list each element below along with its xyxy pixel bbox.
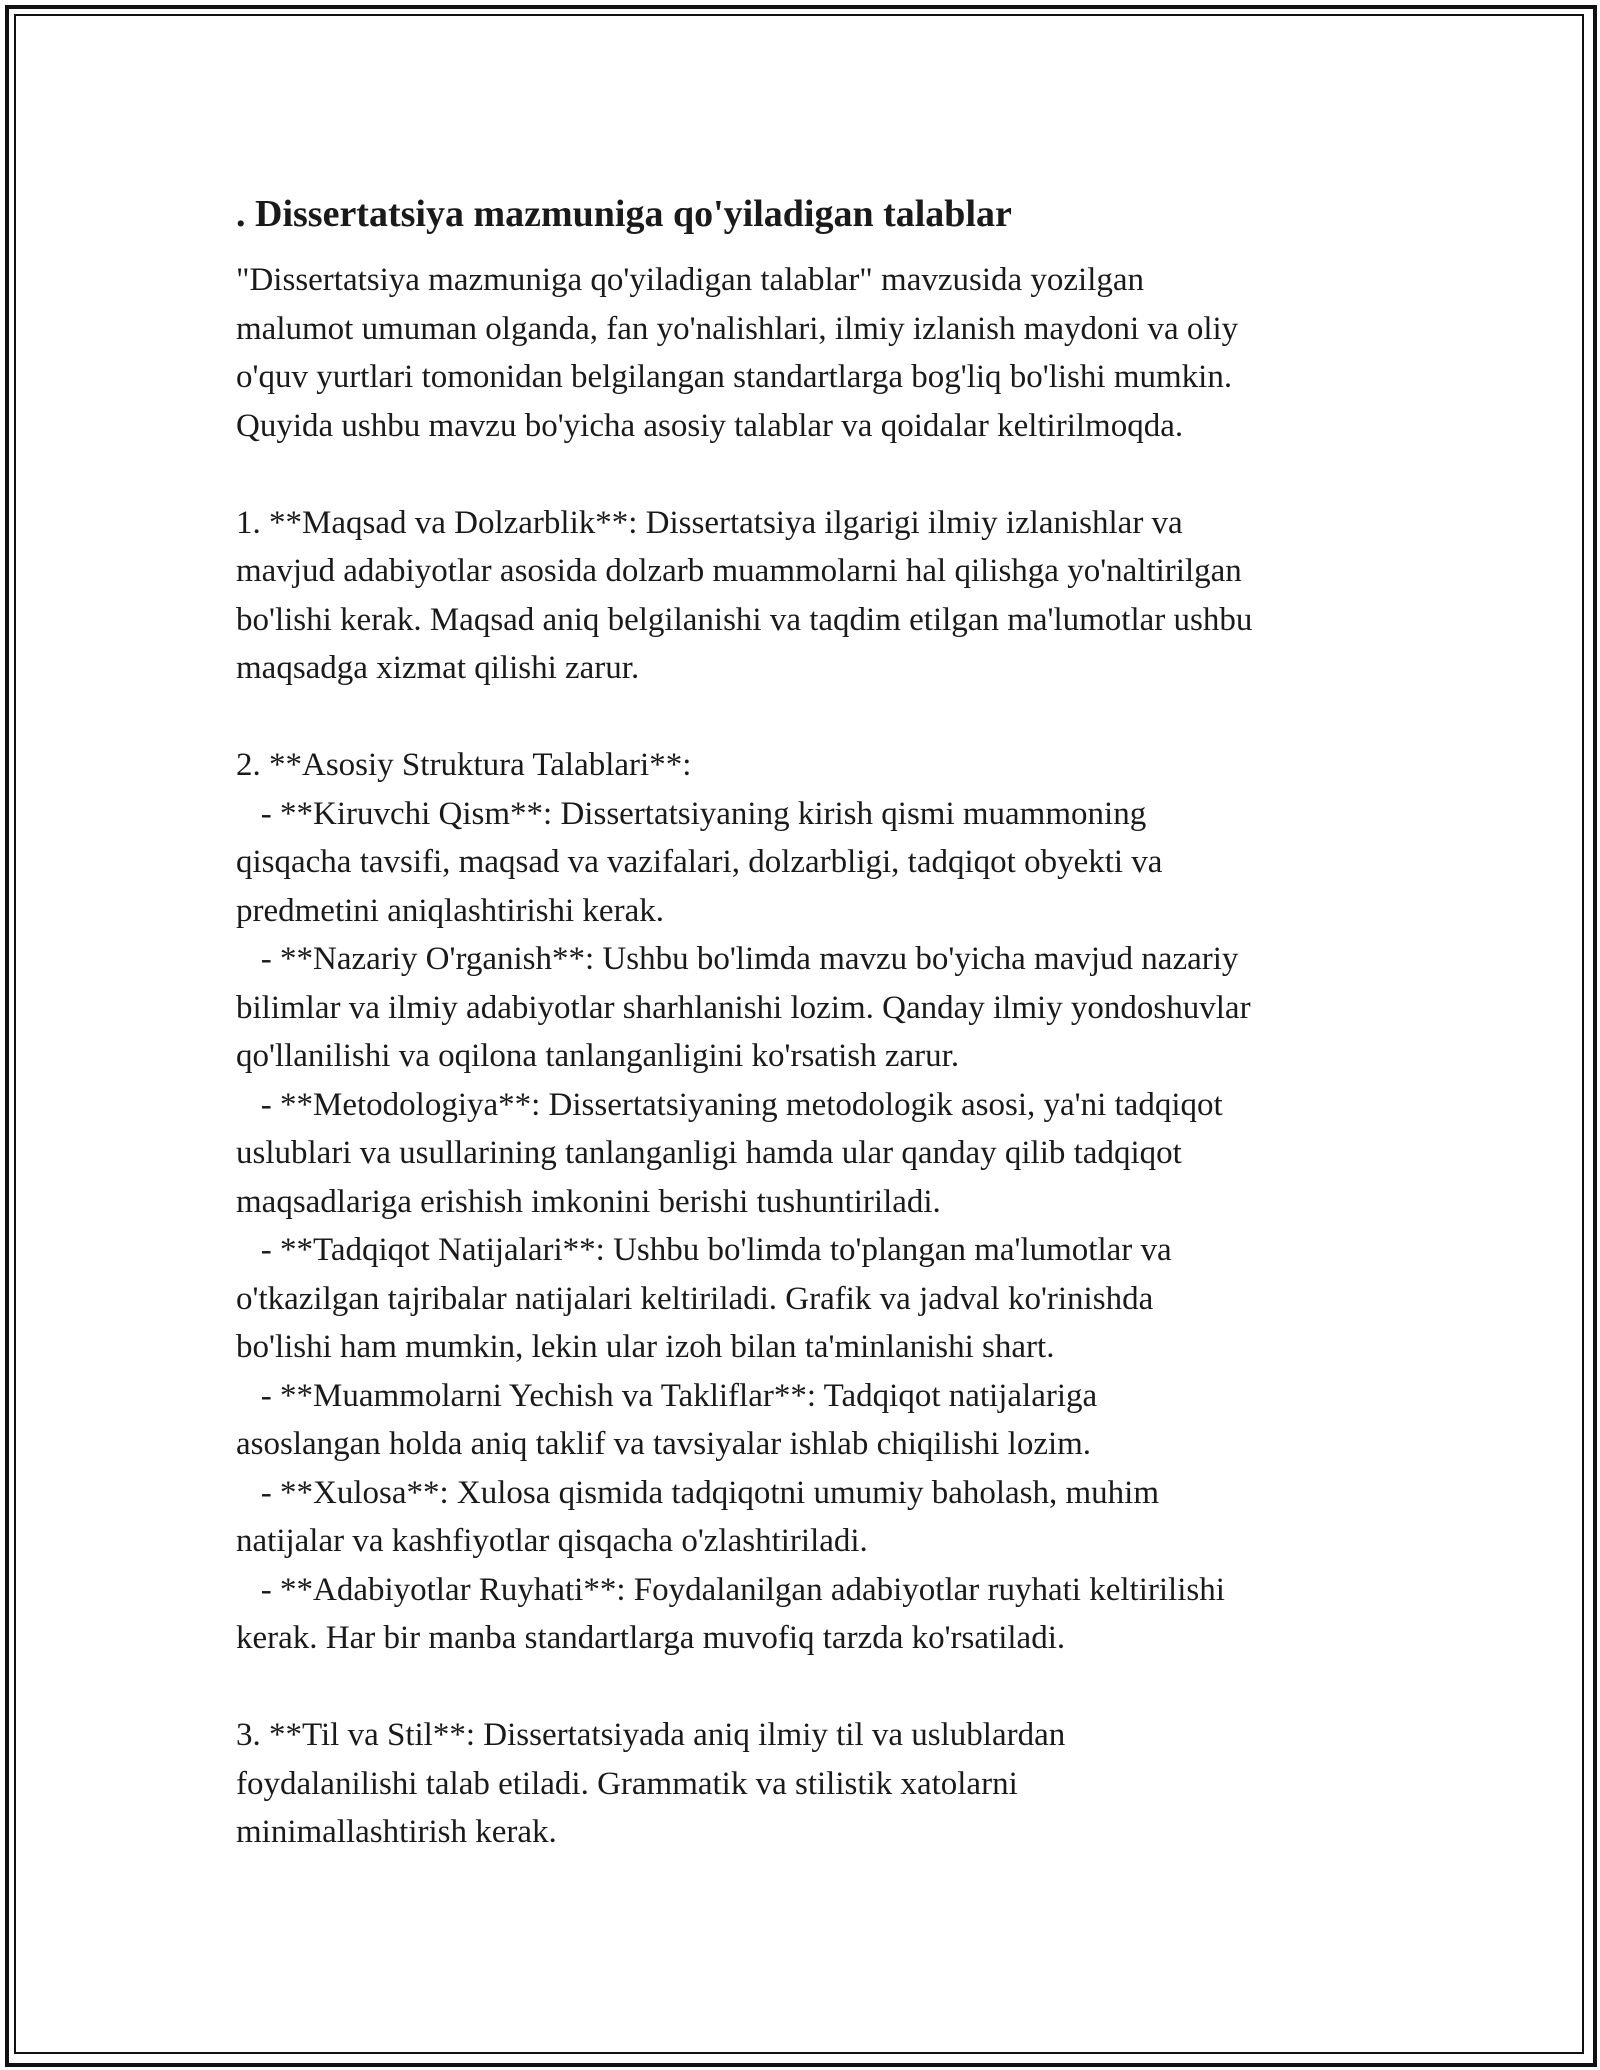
text-line: - **Tadqiqot Natijalari**: Ushbu bo'limda to'plangan ma'lumotlar va bbox=[236, 1232, 1172, 1268]
text-line: foydalanilishi talab etiladi. Grammatik va stilistik xatolarni bbox=[236, 1765, 1018, 1802]
text-line: 3. **Til va Stil**: Dissertatsiyada aniq ilmiy til va uslublardan bbox=[236, 1717, 1066, 1753]
paragraph-gap bbox=[236, 693, 1376, 742]
text-line: natijalar va kashfiyotlar qisqacha o'zlashtiriladi. bbox=[236, 1523, 868, 1559]
text-line: o'quv yurtlari tomonidan belgilangan standartlarga bog'liq bo'lishi mumkin. bbox=[236, 359, 1233, 395]
text-line: - **Xulosa**: Xulosa qismida tadqiqotni umumiy baholash, muhim bbox=[236, 1474, 1160, 1511]
text-line: - **Adabiyotlar Ruyhati**: Foydalanilgan adabiyotlar ruyhati keltirilishi bbox=[236, 1571, 1225, 1608]
text-line: - **Metodologiya**: Dissertatsiyaning metodologik asosi, ya'ni tadqiqot bbox=[236, 1086, 1223, 1123]
text-line: minimallashtirish kerak. bbox=[236, 1814, 557, 1850]
text-line: o'tkazilgan tajribalar natijalari keltiriladi. Grafik va jadval ko'rinishda bbox=[236, 1280, 1154, 1317]
text-line: - **Nazariy O'rganish**: Ushbu bo'limda mavzu bo'yicha mavjud nazariy bbox=[236, 941, 1239, 977]
paragraph-gap bbox=[236, 1663, 1376, 1712]
text-line: - **Kiruvchi Qism**: Dissertatsiyaning kirish qismi muammoning bbox=[236, 795, 1147, 832]
text-line: maqsadga xizmat qilishi zarur. bbox=[236, 650, 640, 686]
section-3-paragraph bbox=[236, 1711, 1376, 1857]
text-line: bo'lishi kerak. Maqsad aniq belgilanishi va taqdim etilgan ma'lumotlar ushbu bbox=[236, 601, 1253, 638]
text-line: asoslangan holda aniq taklif va tavsiyalar ishlab chiqilishi lozim. bbox=[236, 1426, 1092, 1462]
text-line: mavjud adabiyotlar asosida dolzarb muammolarni hal qilishga yo'naltirilgan bbox=[236, 553, 1242, 589]
text-line: 1. **Maqsad va Dolzarblik**: Dissertatsiya ilgarigi ilmiy izlanishlar va bbox=[236, 504, 1183, 541]
section-1-paragraph bbox=[236, 499, 1376, 693]
intro-paragraph bbox=[236, 256, 1376, 450]
text-line: qo'llanilishi va oqilona tanlanganligini ko'rsatish zarur. bbox=[236, 1038, 960, 1074]
text-line: uslublari va usullarining tanlanganligi hamda ular qanday qilib tadqiqot bbox=[236, 1135, 1182, 1171]
paragraph-gap bbox=[236, 450, 1376, 499]
text-line: kerak. Har bir manba standartlarga muvofiq tarzda ko'rsatiladi. bbox=[236, 1620, 1066, 1656]
text-line: 2. **Asosiy Struktura Talablari**: bbox=[236, 747, 692, 783]
text-line: predmetini aniqlashtirishi kerak. bbox=[236, 892, 664, 929]
section-2-paragraph bbox=[236, 741, 1376, 1663]
document-body bbox=[236, 188, 1376, 1857]
text-line: malumot umuman olganda, fan yo'nalishlari, ilmiy izlanish maydoni va oliy bbox=[236, 310, 1239, 347]
text-line: bo'lishi ham mumkin, lekin ular izoh bilan ta'minlanishi shart. bbox=[236, 1329, 1055, 1365]
text-line: Quyida ushbu mavzu bo'yicha asosiy talablar va qoidalar keltirilmoqda. bbox=[236, 407, 1184, 444]
text-line: qisqacha tavsifi, maqsad va vazifalari, dolzarbligi, tadqiqot obyekti va bbox=[236, 844, 1163, 880]
document-title: . Dissertatsiya mazmuniga qo'yiladigan talablar bbox=[236, 193, 1012, 235]
text-line: - **Muammolarni Yechish va Takliflar**: Tadqiqot natijalariga bbox=[236, 1377, 1098, 1414]
text-line: maqsadlariga erishish imkonini berishi tushuntiriladi. bbox=[236, 1183, 941, 1220]
text-line: bilimlar va ilmiy adabiyotlar sharhlanishi lozim. Qanday ilmiy yondoshuvlar bbox=[236, 989, 1251, 1026]
text-line: "Dissertatsiya mazmuniga qo'yiladigan talablar" mavzusida yozilgan bbox=[236, 262, 1145, 298]
